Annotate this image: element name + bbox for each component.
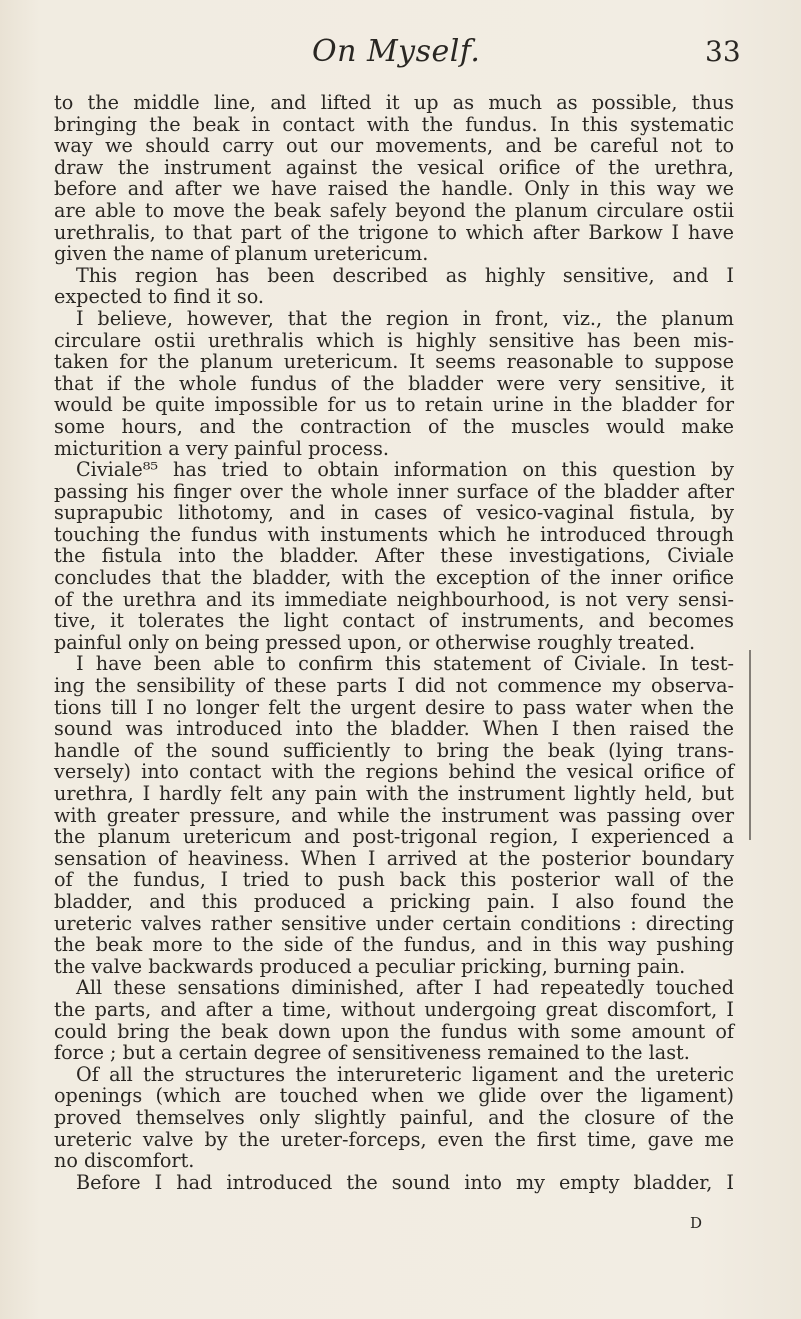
text-line: given the name of planum uretericum.	[54, 242, 429, 266]
text-line: way we should carry out our movements, and be careful not to	[54, 134, 734, 158]
text-line: ureteric valve by the ureter-forceps, even the first time, gave me	[54, 1127, 734, 1151]
text-line: ing the sensibility of these parts I did not commence my observa-	[54, 674, 734, 698]
text-line: to the middle line, and lifted it up as much as possible, thus	[54, 91, 734, 114]
text-line: the beak more to the side of the fundus, and in this way pushing	[54, 933, 734, 957]
text-line: of the fundus, I tried to push back this posterior wall of the	[54, 868, 734, 892]
text-line: of the urethra and its immediate neighbourhood, is not very sensi-	[54, 587, 734, 611]
text-line: expected to find it so.	[54, 285, 265, 309]
text-line: proved themselves only slightly painful, and the closure of the	[54, 1105, 734, 1129]
text-line: suprapubic lithotomy, and in cases of vesico-vaginal fistula, by	[54, 501, 734, 525]
text-line: the fistula into the bladder. After these investigations, Civiale	[54, 544, 734, 568]
margin-pencil-mark	[749, 650, 757, 840]
text-line: the valve backwards produced a peculiar pricking, burning pain.	[54, 954, 686, 978]
text-line: All these sensations diminished, after I had repeatedly touched	[76, 976, 734, 1000]
text-line: would be quite impossible for us to retain urine in the bladder for	[54, 393, 734, 417]
text-line: Of all the structures the interureteric ligament and the ureteric	[76, 1062, 734, 1086]
text-line: taken for the planum uretericum. It seems reasonable to suppose	[54, 350, 734, 374]
text-line: touching the fundus with instuments which he introduced through	[54, 522, 734, 546]
text-line: Before I had introduced the sound into my empty bladder, I	[76, 1170, 734, 1194]
text-line: Civiale⁸⁵ has tried to obtain information on this question by	[76, 458, 734, 482]
text-line: sound was introduced into the bladder. When I then raised the	[54, 717, 734, 741]
text-line: bladder, and this produced a pricking pain. I also found the	[54, 889, 734, 913]
text-line: before and after we have raised the handle. Only in this way we	[54, 177, 734, 201]
text-line: urethra, I hardly felt any pain with the instrument lightly held, but	[54, 782, 734, 805]
text-line: the planum uretericum and post-trigonal region, I experienced a	[54, 825, 734, 849]
text-line: concludes that the bladder, with the exception of the inner orifice	[54, 566, 734, 590]
text-line: with greater pressure, and while the instrument was passing over	[54, 803, 734, 827]
text-line: tions till I no longer felt the urgent desire to pass water when the	[54, 695, 734, 719]
text-line: I have been able to confirm this statement of Civiale. In test-	[76, 652, 734, 676]
text-line: This region has been described as highly sensitive, and I	[76, 263, 734, 287]
text-line: passing his finger over the whole inner surface of the bladder after	[54, 479, 734, 503]
signature-mark: D	[690, 1214, 703, 1232]
text-line: circulare ostii urethralis which is highly sensitive has been mis-	[54, 328, 734, 352]
text-line: sensation of heaviness. When I arrived at the posterior boundary	[54, 846, 734, 870]
text-line: ureteric valves rather sensitive under certain conditions : directing	[54, 911, 734, 935]
page-header	[0, 34, 801, 74]
text-line: could bring the beak down upon the fundus with some amount of	[54, 1019, 734, 1043]
text-line: are able to move the beak safely beyond the planum circulare ostii	[54, 198, 734, 222]
text-line: urethralis, to that part of the trigone to which after Barkow I have	[54, 220, 734, 244]
text-line: the parts, and after a time, without undergoing great discomfort, I	[54, 997, 734, 1021]
text-line: I believe, however, that the region in front, viz., the planum	[76, 306, 734, 330]
running-title: On Myself.	[312, 34, 481, 69]
text-line: versely) into contact with the regions behind the vesical orifice of	[54, 760, 734, 784]
text-line: draw the instrument against the vesical orifice of the urethra,	[54, 155, 734, 179]
text-line: no discomfort.	[54, 1149, 195, 1173]
text-line: painful only on being pressed upon, or otherwise roughly treated.	[54, 630, 696, 654]
text-line: some hours, and the contraction of the muscles would make	[54, 414, 734, 438]
page-number: 33	[705, 35, 741, 68]
text-line: handle of the sound sufficiently to bring the beak (lying trans-	[54, 738, 734, 762]
text-line: micturition a very painful process.	[54, 436, 389, 460]
text-line: bringing the beak in contact with the fundus. In this systematic	[54, 112, 734, 136]
body-text	[54, 92, 734, 1193]
text-line: force ; but a certain degree of sensitiveness remained to the last.	[54, 1041, 690, 1065]
text-line: tive, it tolerates the light contact of instruments, and becomes	[54, 609, 734, 633]
text-line: openings (which are touched when we glide over the ligament)	[54, 1084, 734, 1108]
text-line: that if the whole fundus of the bladder were very sensitive, it	[54, 371, 734, 395]
